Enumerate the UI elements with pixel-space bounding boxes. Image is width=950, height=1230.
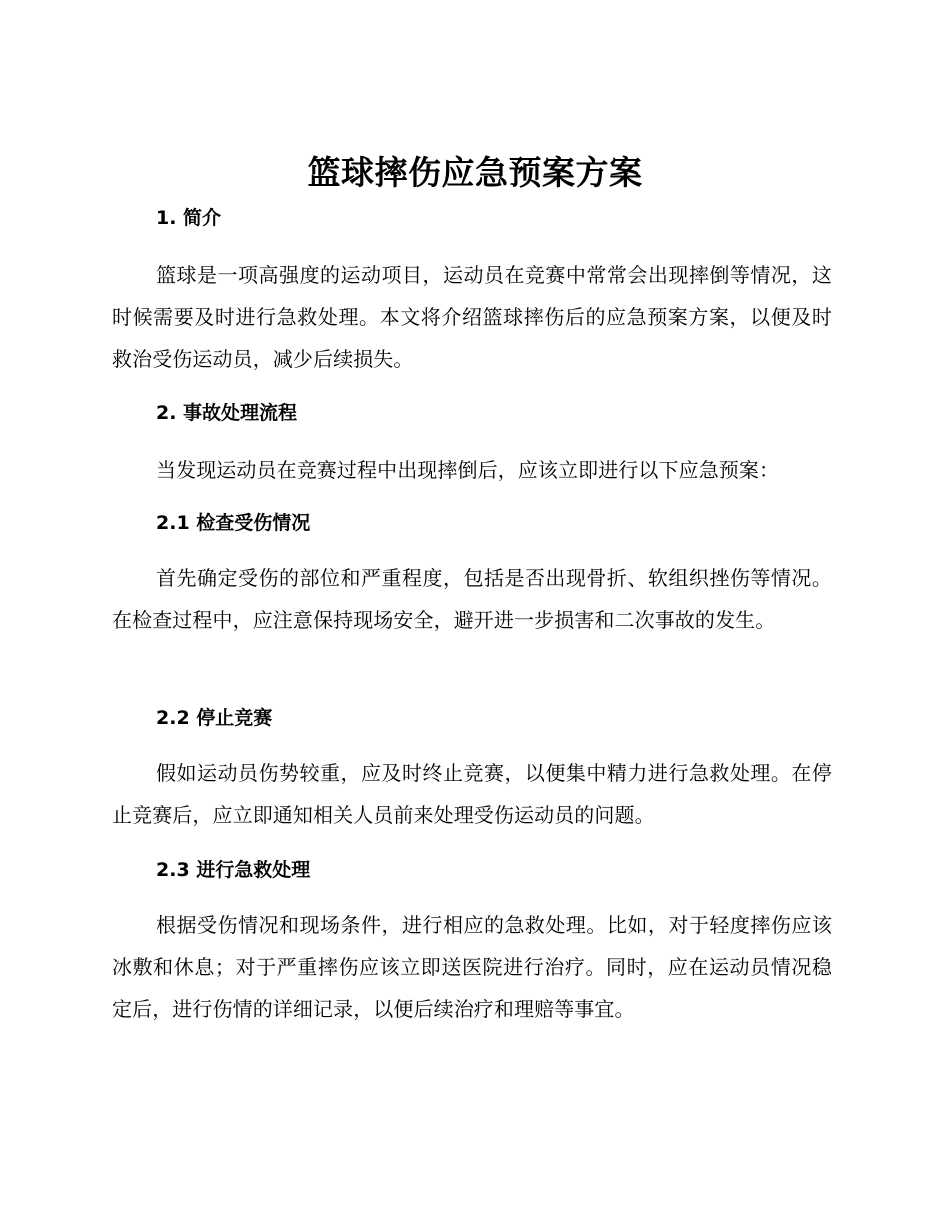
section-heading-stop-game: 2.2 停止竞赛 [156,707,273,729]
section-paragraph-first-aid: 根据受伤情况和现场条件，进行相应的急救处理。比如，对于轻度摔伤应该冰敷和休息；对于严重摔伤应该立即送医院进行治疗。同时，应在运动员情况稳定后，进行伤情的详细记录，以便后续治疗和理赔等事宜。 [112,913,832,1021]
section-paragraph-stop-game: 假如运动员伤势较重，应及时终止竞赛，以便集中精力进行急救处理。在停止竞赛后，应立即通知相关人员前来处理受伤运动员的问题。 [112,761,832,827]
section-heading-check-injury: 2.1 检查受伤情况 [156,512,311,534]
section-paragraph-process: 当发现运动员在竞赛过程中出现摔倒后，应该立即进行以下应急预案： [156,458,780,482]
document-title: 篮球摔伤应急预案方案 [307,153,643,192]
section-paragraph-check-injury: 首先确定受伤的部位和严重程度，包括是否出现骨折、软组织挫伤等情况。在检查过程中，应注意保持现场安全，避开进一步损害和二次事故的发生。 [112,566,832,632]
section-heading-intro: 1. 简介 [156,207,222,229]
section-paragraph-intro: 篮球是一项高强度的运动项目，运动员在竞赛中常常会出现摔倒等情况，这时候需要及时进行急救处理。本文将介绍篮球摔伤后的应急预案方案，以便及时救治受伤运动员，减少后续损失。 [112,263,832,371]
section-heading-first-aid: 2.3 进行急救处理 [156,859,311,881]
section-heading-process: 2. 事故处理流程 [156,402,298,424]
